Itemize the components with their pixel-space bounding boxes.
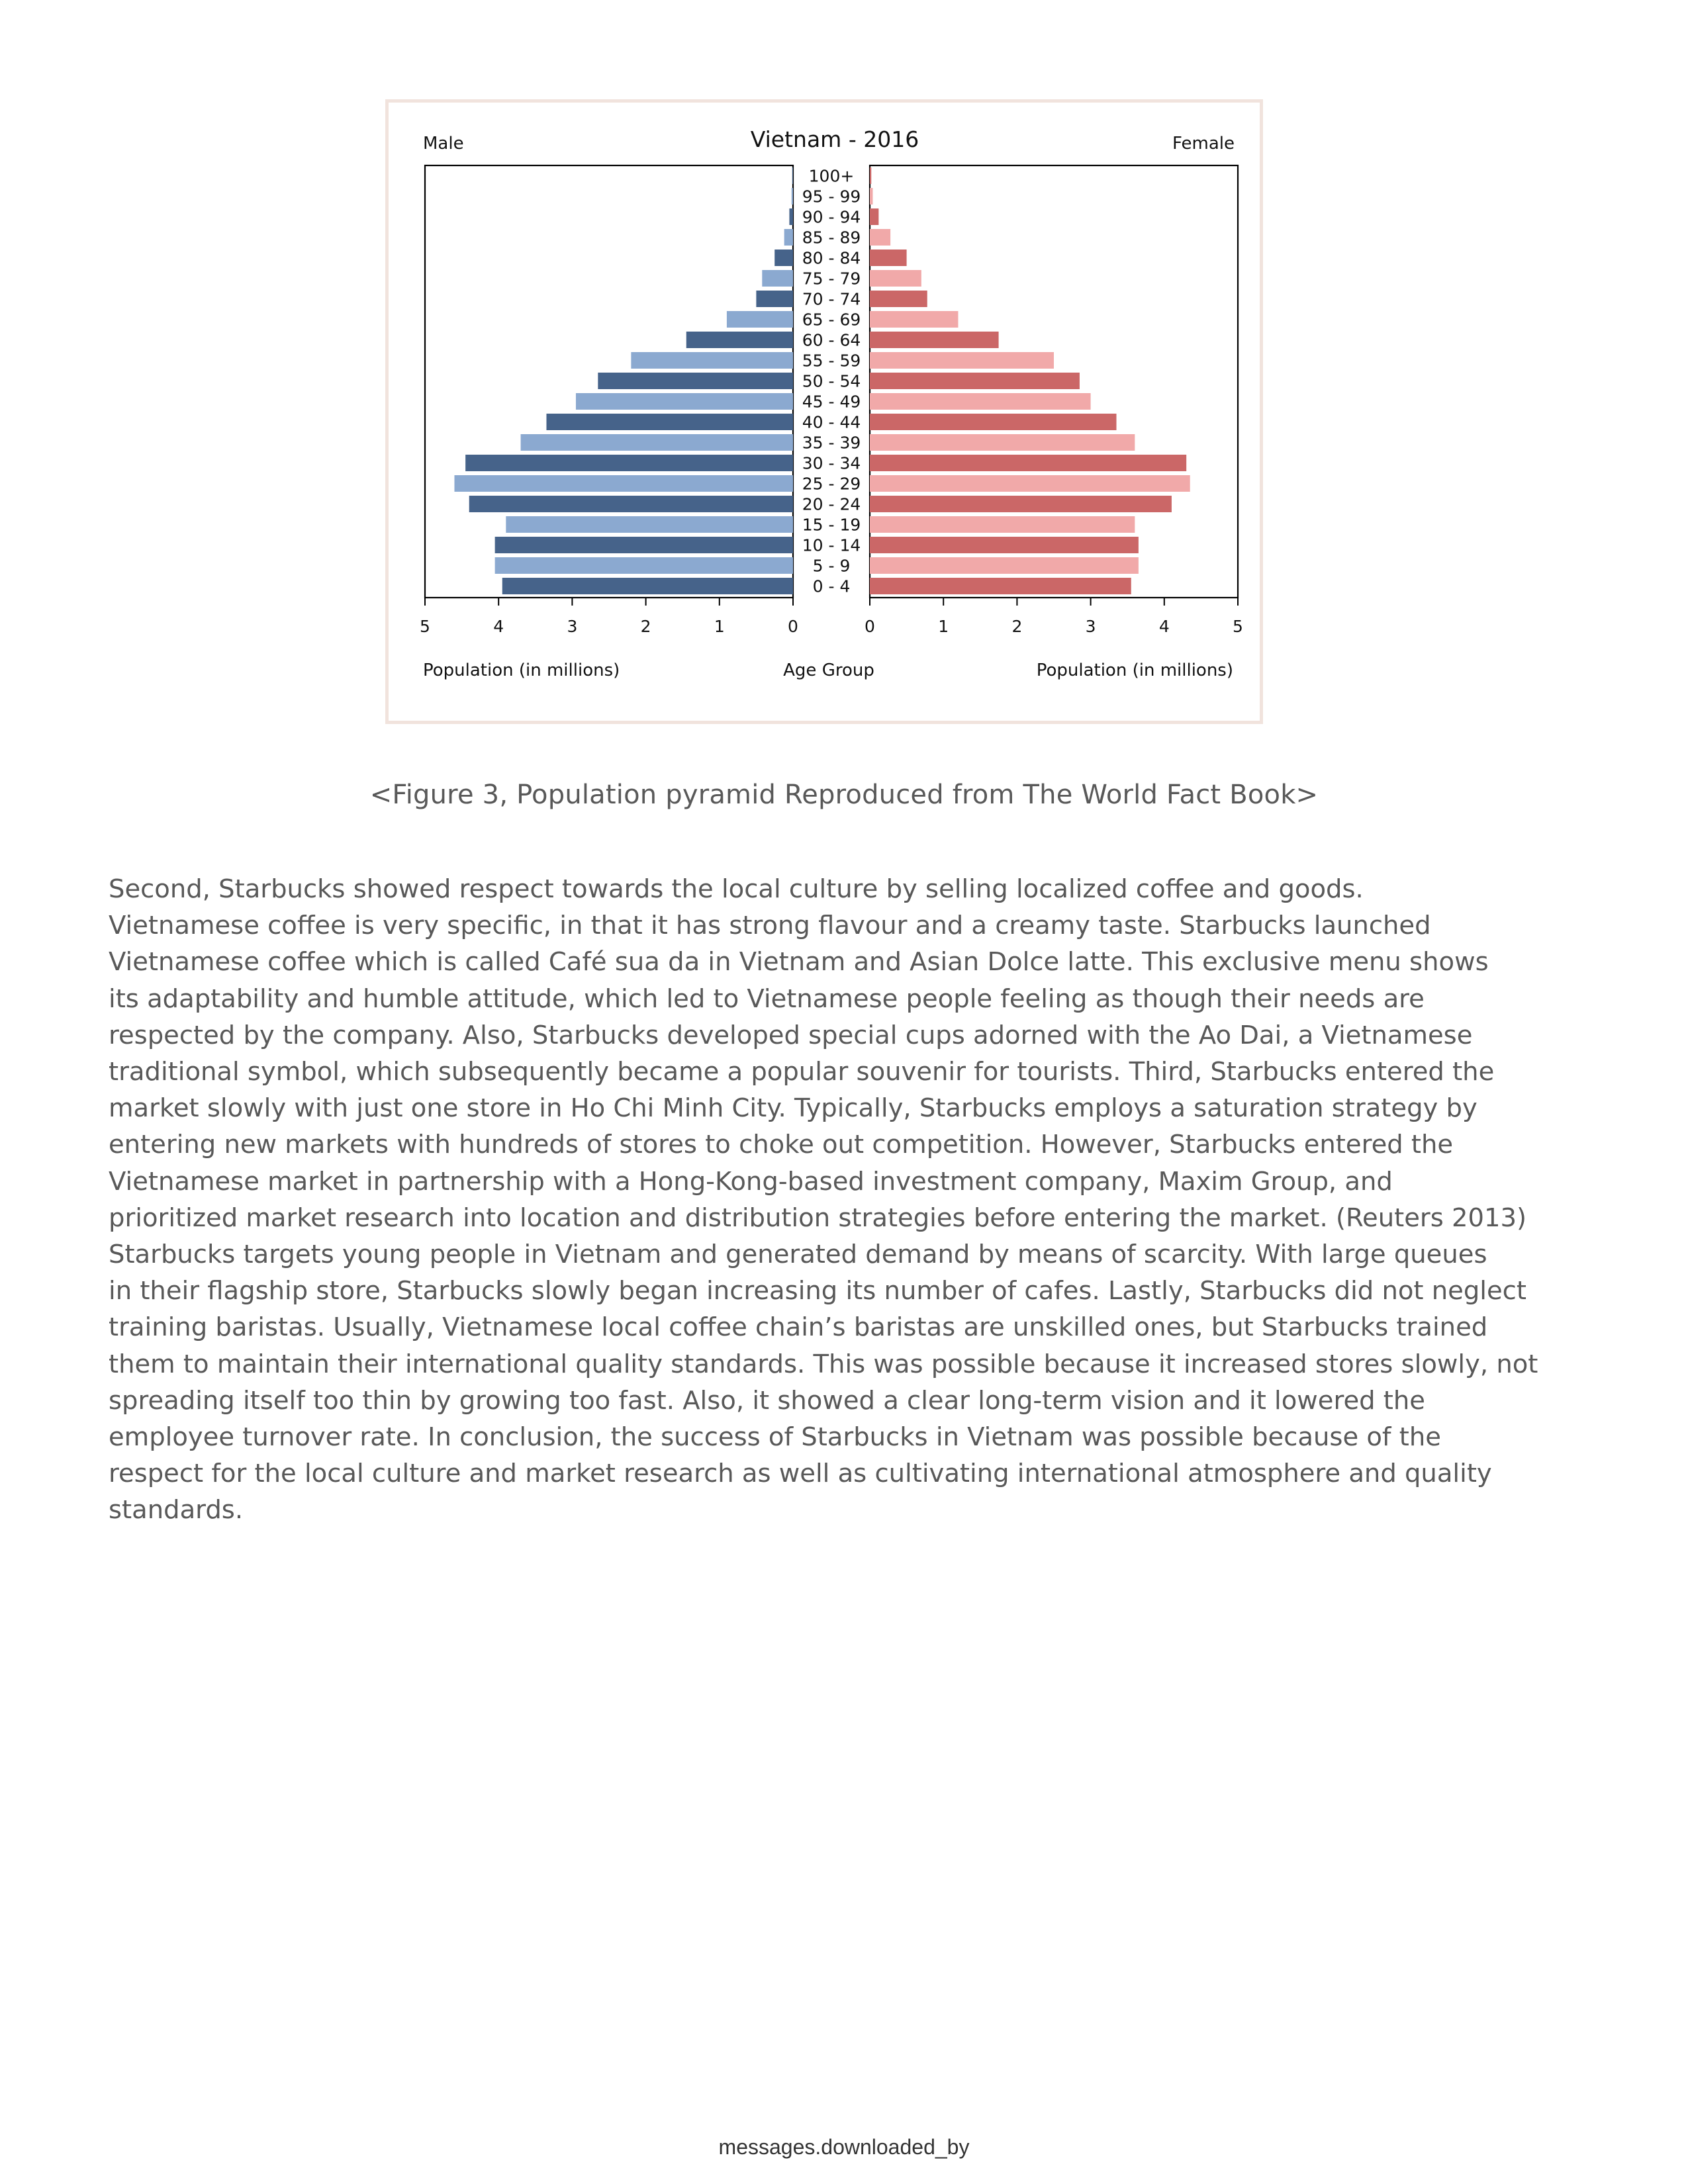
female-bar — [870, 414, 1117, 430]
female-bar — [870, 188, 872, 205]
female-x-tick-label: 0 — [865, 617, 875, 636]
age-group-label: 75 - 79 — [802, 269, 861, 289]
female-bar — [870, 557, 1139, 574]
male-bar — [792, 188, 793, 205]
age-group-label: 95 - 99 — [802, 187, 861, 206]
age-group-label: 5 - 9 — [812, 556, 851, 576]
age-group-label: 10 - 14 — [802, 535, 861, 555]
age-group-label: 70 - 74 — [802, 289, 861, 309]
female-x-axis-title: Population (in millions) — [1036, 660, 1233, 680]
male-bar — [727, 311, 793, 328]
body-line: Starbucks targets young people in Vietnam and generated demand by means of scarcity. With large queues — [109, 1240, 1487, 1270]
male-bar — [686, 332, 793, 348]
female-x-tick-label: 5 — [1233, 617, 1243, 636]
age-group-label: 35 - 39 — [802, 433, 861, 453]
body-line: entering new markets with hundreds of stores to choke out competition. However, Starbucks entered the — [109, 1130, 1454, 1160]
body-line: respect for the local culture and market research as well as cultivating international atmosphere and quality — [109, 1459, 1492, 1489]
male-bar — [774, 250, 793, 266]
age-group-label: 15 - 19 — [802, 515, 861, 535]
age-group-axis-title: Age Group — [783, 660, 874, 680]
female-bar — [870, 373, 1080, 389]
age-group-label: 20 - 24 — [802, 494, 861, 514]
female-bar — [870, 167, 871, 184]
body-line: Vietnamese coffee which is called Café sua da in Vietnam and Asian Dolce latte. This exclusive menu shows — [109, 947, 1489, 978]
male-bar — [521, 434, 793, 451]
body-line: prioritized market research into location and distribution strategies before entering the market. (Reuters 2013) — [109, 1203, 1527, 1233]
body-line: traditional symbol, which subsequently became a popular souvenir for tourists. Third, Starbucks entered the — [109, 1057, 1495, 1087]
male-bar — [469, 496, 793, 512]
male-bar — [792, 167, 793, 184]
male-bar — [631, 352, 793, 369]
figure-caption: <Figure 3, Population pyramid Reproduced from The World Fact Book> — [369, 780, 1319, 810]
body-line: respected by the company. Also, Starbucks developed special cups adorned with the Ao Dai, a Vietnamese — [109, 1020, 1473, 1050]
male-bar — [454, 475, 793, 492]
male-bar — [784, 229, 793, 246]
female-bar — [870, 208, 878, 225]
body-line: Vietnamese market in partnership with a Hong-Kong-based investment company, Maxim Group, and — [109, 1166, 1393, 1197]
female-bar — [870, 475, 1190, 492]
population-pyramid-chart — [389, 103, 1260, 721]
female-bar — [870, 229, 890, 246]
male-bar — [789, 208, 793, 225]
male-bar — [495, 537, 793, 553]
female-bar — [870, 250, 907, 266]
male-bar — [762, 270, 793, 287]
male-bar — [465, 455, 793, 471]
male-x-axis-title: Population (in millions) — [423, 660, 620, 680]
age-group-label: 25 - 29 — [802, 474, 861, 494]
body-line: spreading itself too thin by growing too fast. Also, it showed a clear long-term vision and it lowered the — [109, 1385, 1425, 1416]
body-line: training baristas. Usually, Vietnamese local coffee chain’s baristas are unskilled ones, but Starbucks trained — [109, 1312, 1488, 1343]
female-bar — [870, 516, 1135, 533]
female-label: Female — [1172, 134, 1235, 154]
female-x-tick-label: 2 — [1011, 617, 1023, 636]
body-line: in their flagship store, Starbucks slowly began increasing its number of cafes. Lastly, Starbucks did not neglect — [109, 1276, 1526, 1306]
male-x-tick-label: 3 — [567, 617, 578, 636]
female-bar — [870, 496, 1172, 512]
female-bar — [870, 434, 1135, 451]
age-group-label: 40 - 44 — [802, 412, 861, 432]
female-bar — [870, 578, 1131, 594]
body-line: employee turnover rate. In conclusion, the success of Starbucks in Vietnam was possible because of the — [109, 1422, 1441, 1453]
male-x-tick-label: 0 — [788, 617, 798, 636]
female-x-tick-label: 1 — [938, 617, 949, 636]
age-group-label: 90 - 94 — [802, 207, 861, 227]
male-bar — [546, 414, 793, 430]
male-bar — [506, 516, 793, 533]
body-line: Vietnamese coffee is very specific, in that it has strong flavour and a creamy taste. Starbucks launched — [109, 911, 1431, 941]
age-group-label: 100+ — [808, 166, 855, 186]
female-bar — [870, 455, 1186, 471]
age-group-label: 85 - 89 — [802, 228, 861, 248]
body-line: market slowly with just one store in Ho Chi Minh City. Typically, Starbucks employs a saturation strategy by — [109, 1093, 1477, 1124]
female-bar — [870, 311, 958, 328]
male-bar — [576, 393, 793, 410]
footer-note: messages.downloaded_by — [718, 2135, 970, 2159]
female-bar — [870, 291, 927, 307]
age-group-label: 65 - 69 — [802, 310, 861, 330]
age-group-label: 55 - 59 — [802, 351, 861, 371]
female-bar — [870, 537, 1139, 553]
male-bar — [598, 373, 793, 389]
female-x-tick-label: 4 — [1158, 617, 1170, 636]
age-group-label: 30 - 34 — [802, 453, 861, 473]
chart-title: Vietnam - 2016 — [750, 126, 919, 152]
female-bar — [870, 393, 1091, 410]
body-line: standards. — [109, 1495, 244, 1525]
male-bar — [756, 291, 793, 307]
age-group-label: 0 - 4 — [812, 576, 851, 596]
age-group-label: 45 - 49 — [802, 392, 861, 412]
body-line: them to maintain their international quality standards. This was possible because it increased stores slowly, not — [109, 1349, 1538, 1379]
figure-frame — [385, 99, 1263, 724]
age-group-label: 80 - 84 — [802, 248, 861, 268]
male-x-tick-label: 4 — [493, 617, 504, 636]
age-group-label: 60 - 64 — [802, 330, 861, 350]
male-x-tick-label: 2 — [640, 617, 651, 636]
male-bar — [495, 557, 793, 574]
body-paragraph — [109, 871, 1585, 1529]
male-x-tick-label: 1 — [714, 617, 725, 636]
male-x-tick-label: 5 — [420, 617, 430, 636]
body-line: Second, Starbucks showed respect towards the local culture by selling localized coffee and goods. — [109, 874, 1364, 904]
female-bar — [870, 352, 1054, 369]
male-bar — [502, 578, 793, 594]
female-bar — [870, 332, 999, 348]
female-bar — [870, 270, 921, 287]
age-group-label: 50 - 54 — [802, 371, 861, 391]
male-label: Male — [423, 134, 464, 154]
female-x-tick-label: 3 — [1085, 617, 1096, 636]
body-line: its adaptability and humble attitude, which led to Vietnamese people feeling as though their needs are — [109, 983, 1425, 1014]
